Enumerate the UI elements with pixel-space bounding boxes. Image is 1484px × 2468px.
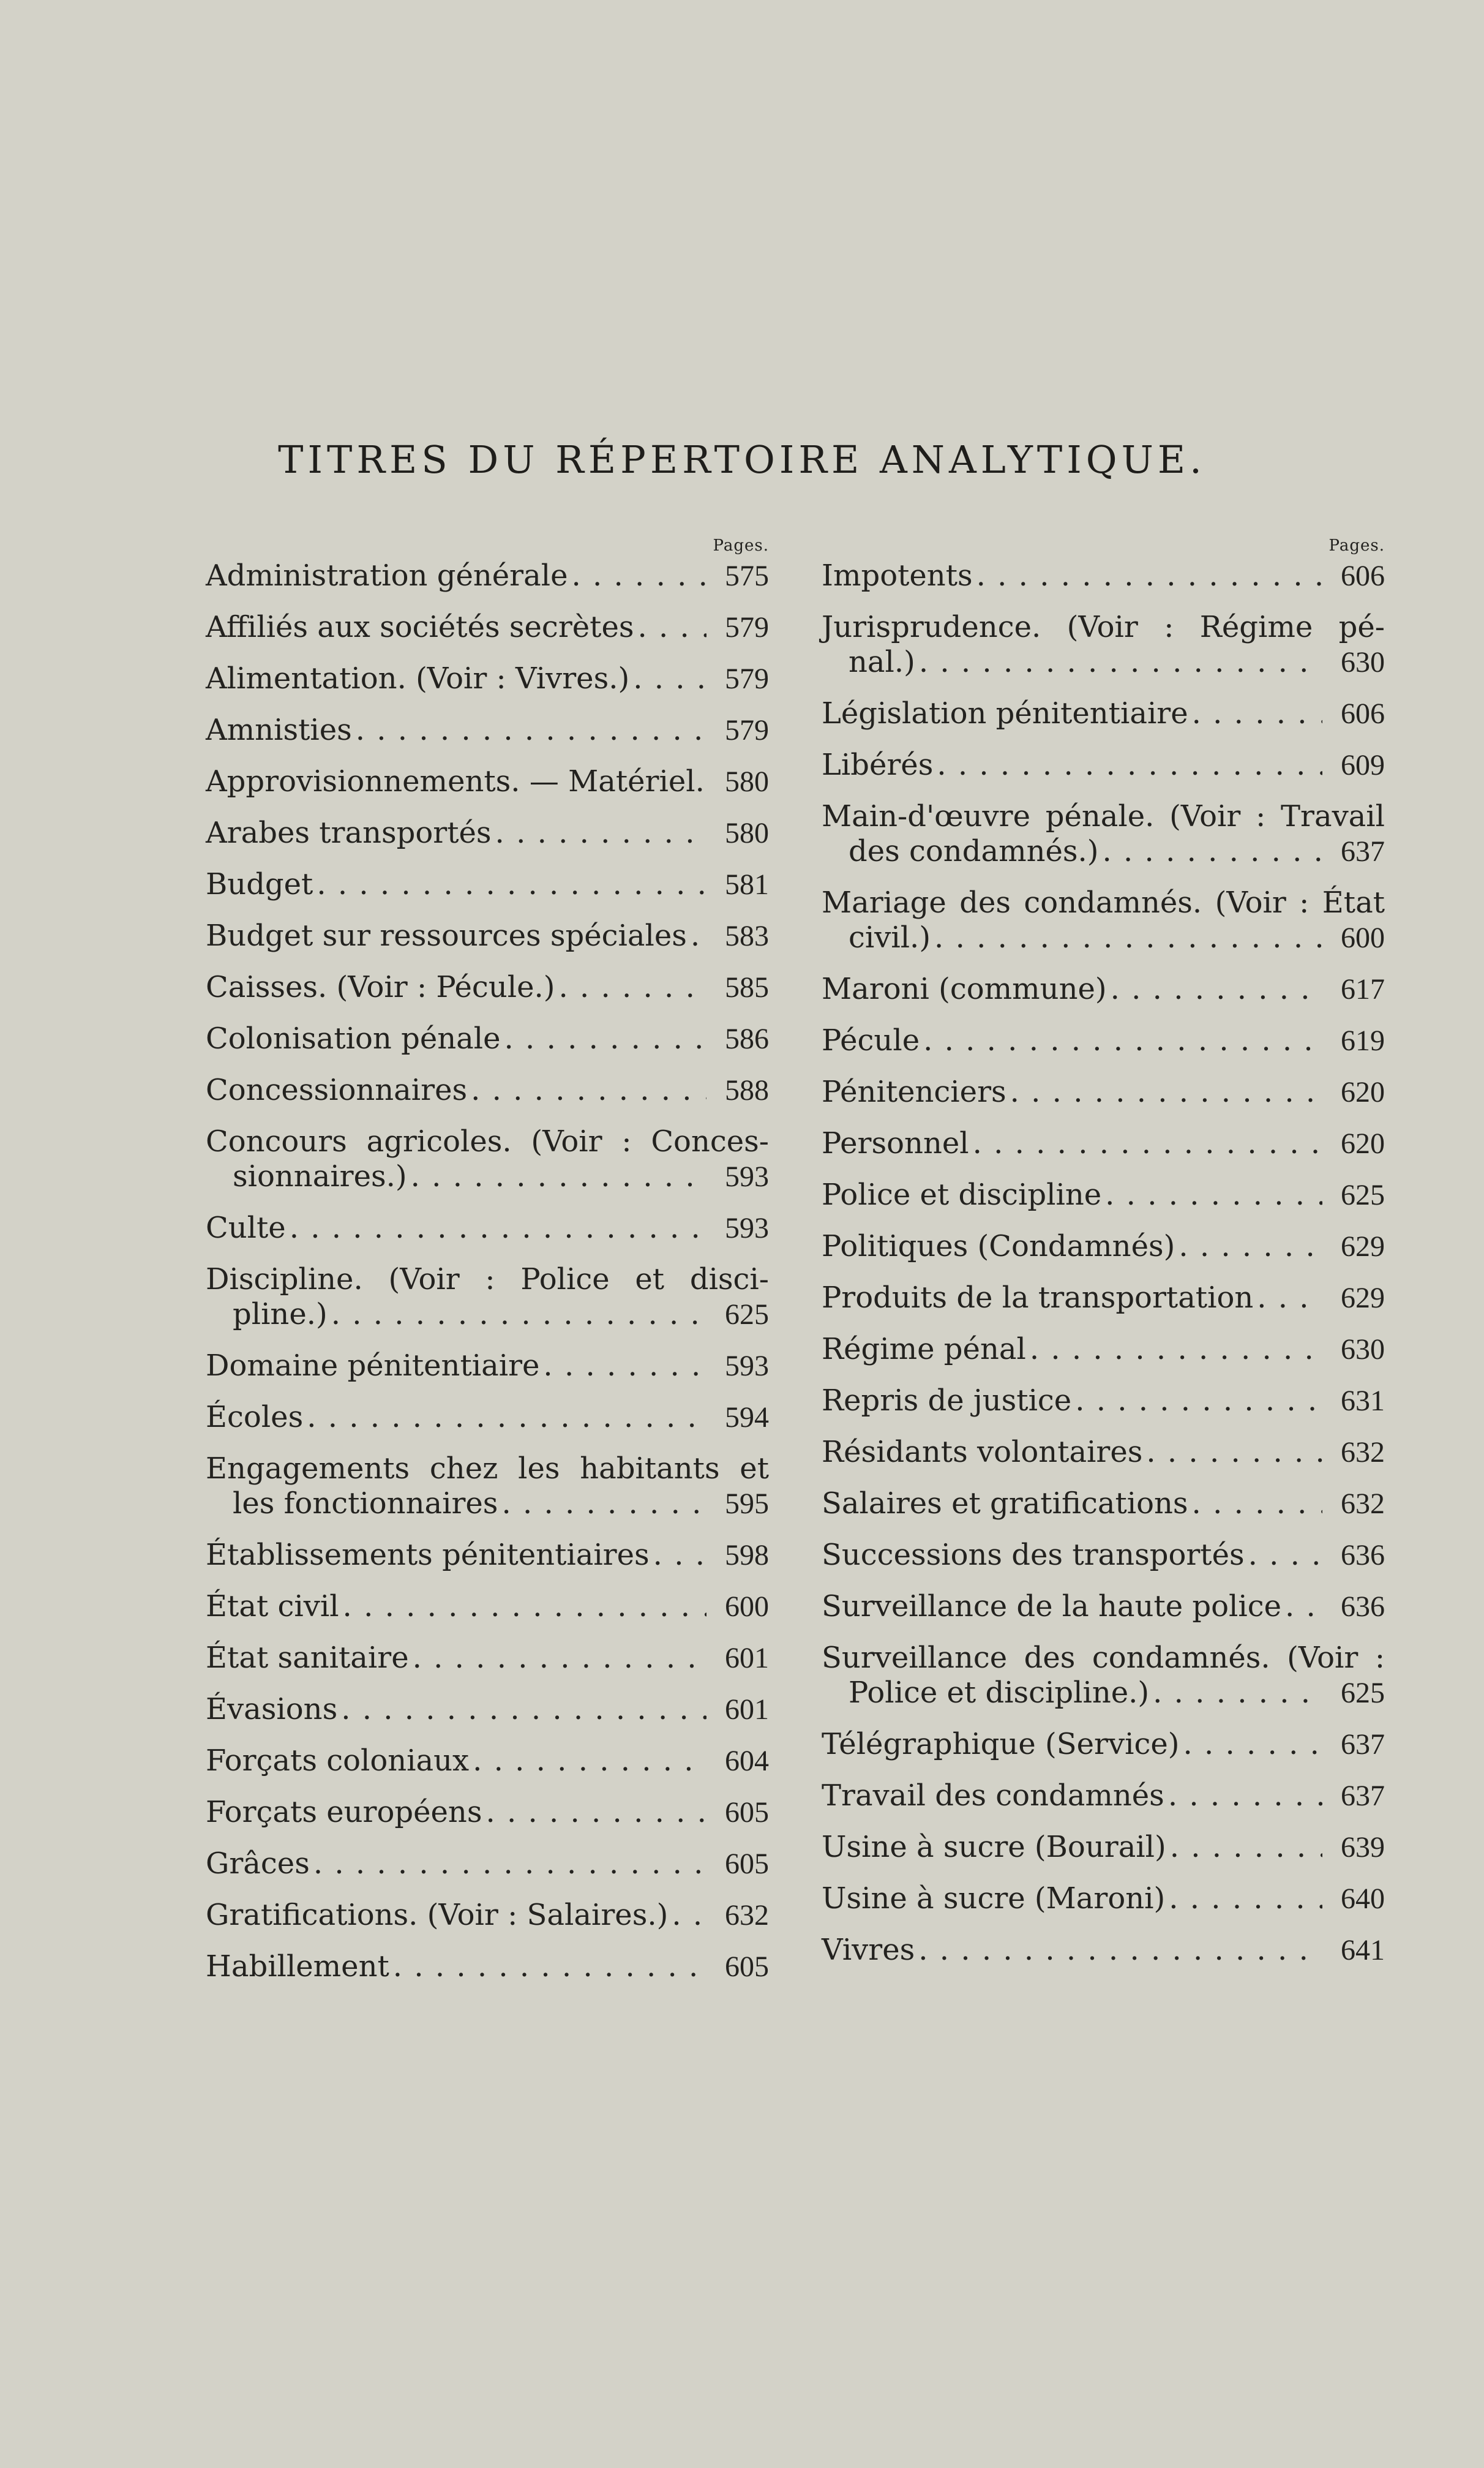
dot-leader: [919, 645, 1322, 680]
entry-page-number: 593: [725, 1212, 769, 1244]
entry-title: Libérés: [822, 748, 934, 782]
entry-title: Colonisation pénale: [206, 1021, 501, 1056]
entry-page-number: 605: [725, 1796, 769, 1829]
index-entry: [206, 1021, 769, 1056]
entry-title: Alimentation. (Voir : Vivres.): [206, 661, 630, 696]
entry-title-line: Discipline. (Voir : Police et disci-: [206, 1262, 769, 1296]
dot-leader: [393, 1949, 706, 1984]
entry-page-number: 583: [725, 920, 769, 952]
dot-leader: [413, 1641, 706, 1676]
entry-title: Établissements pénitentiaires: [206, 1538, 650, 1572]
entry-title: Politiques (Condamnés): [822, 1229, 1175, 1263]
entry-title: Caisses. (Voir : Pécule.): [206, 970, 555, 1004]
index-entry: [822, 1229, 1385, 1264]
entry-page-number: 595: [725, 1488, 769, 1520]
index-entry: [206, 816, 769, 851]
index-entry: [822, 1435, 1385, 1470]
dot-leader: [1075, 1383, 1322, 1418]
dot-leader: [473, 1744, 706, 1778]
entry-page-number: 620: [1341, 1127, 1385, 1160]
entry-page-number: 619: [1341, 1025, 1385, 1057]
entry-title: Budget: [206, 867, 313, 901]
entry-title: sionnaires.): [233, 1159, 407, 1194]
dot-leader: [1257, 1281, 1322, 1315]
entry-page-number: 606: [1341, 560, 1385, 592]
dot-leader: [495, 816, 706, 851]
entry-title-line: Surveillance des condamnés. (Voir :: [822, 1641, 1385, 1675]
entry-title: civil.): [849, 920, 931, 955]
index-entry: [206, 1538, 769, 1573]
entry-title-line: Main-d'œuvre pénale. (Voir : Travail: [822, 799, 1385, 833]
index-entry: [206, 1641, 769, 1676]
entry-title: Impotents: [822, 559, 973, 593]
entry-page-number: 632: [1341, 1488, 1385, 1520]
entry-page-number: 625: [1341, 1179, 1385, 1211]
index-entry: [206, 1949, 769, 1984]
entry-title: Concessionnaires: [206, 1073, 468, 1107]
entry-page-number: 639: [1341, 1831, 1385, 1864]
dot-leader: [918, 1933, 1322, 1968]
index-entry: [822, 1933, 1385, 1968]
entry-title: les fonctionnaires: [233, 1486, 498, 1521]
index-entry: [822, 1881, 1385, 1916]
entry-page-number: 598: [725, 1539, 769, 1571]
index-entry: [822, 1075, 1385, 1110]
dot-leader: [504, 1021, 706, 1056]
entry-title: Successions des transportés: [822, 1538, 1245, 1572]
entry-page-number: 625: [1341, 1677, 1385, 1709]
entry-title: Police et discipline: [822, 1178, 1102, 1212]
entry-page-number: 593: [725, 1350, 769, 1382]
index-entry: [206, 1744, 769, 1778]
entry-page-number: 575: [725, 560, 769, 592]
dot-leader: [356, 713, 706, 748]
dot-leader: [1010, 1075, 1322, 1110]
dot-leader: [343, 1589, 706, 1624]
entry-page-number: 594: [725, 1401, 769, 1434]
entry-title: Affiliés aux sociétés secrètes: [206, 610, 634, 644]
entry-list: [822, 559, 1385, 1968]
entry-title: Habillement: [206, 1949, 389, 1984]
index-entry: [822, 559, 1385, 593]
index-entry: [822, 1023, 1385, 1058]
entry-page-number: 632: [725, 1899, 769, 1932]
dot-leader: [501, 1486, 706, 1521]
index-entry: [206, 610, 769, 645]
dot-leader: [558, 970, 706, 1005]
entry-title: Arabes transportés: [206, 816, 492, 850]
entry-page-number: 629: [1341, 1282, 1385, 1314]
dot-leader: [1285, 1589, 1322, 1624]
entry-title: Approvisionnements. — Matériel.: [206, 764, 705, 799]
entry-page-number: 588: [725, 1074, 769, 1107]
entry-title: Maroni (commune): [822, 972, 1107, 1006]
pages-header: Pages.: [1328, 536, 1385, 555]
entry-page-number: 630: [1341, 646, 1385, 679]
index-entry: [822, 1538, 1385, 1573]
dot-leader: [1248, 1538, 1322, 1573]
entry-page-number: 579: [725, 611, 769, 644]
index-entry: [822, 748, 1385, 783]
index-entry: [206, 867, 769, 902]
index-entry: [206, 1846, 769, 1881]
entry-list: [206, 559, 769, 1984]
entry-title: Forçats coloniaux: [206, 1744, 470, 1778]
dot-leader: [1183, 1727, 1322, 1762]
dot-leader: [331, 1297, 706, 1332]
index-entry: [206, 1451, 769, 1521]
dot-leader: [638, 610, 707, 645]
index-entry: [206, 1589, 769, 1624]
entry-title: Salaires et gratifications: [822, 1486, 1188, 1521]
index-entry: [822, 1778, 1385, 1813]
index-entry: [822, 610, 1385, 680]
entry-page-number: 629: [1341, 1230, 1385, 1263]
index-entry: [822, 1727, 1385, 1762]
entry-page-number: 605: [725, 1951, 769, 1983]
index-entry: [822, 1486, 1385, 1521]
entry-title: État civil: [206, 1589, 339, 1623]
index-entry: [822, 1383, 1385, 1418]
entry-page-number: 617: [1341, 973, 1385, 1006]
index-entry: [206, 1795, 769, 1830]
dot-leader: [672, 1898, 706, 1933]
dot-leader: [1030, 1332, 1322, 1367]
entry-title: Budget sur ressources spéciales: [206, 919, 687, 953]
dot-leader: [341, 1692, 706, 1727]
index-entry: [206, 764, 769, 799]
entry-page-number: 631: [1341, 1385, 1385, 1417]
index-entry: [822, 1830, 1385, 1865]
entry-title: Résidants volontaires: [822, 1435, 1143, 1469]
dot-leader: [1105, 1178, 1322, 1213]
index-entry: [206, 661, 769, 696]
entry-page-number: 637: [1341, 1780, 1385, 1812]
entry-page-number: 581: [725, 868, 769, 901]
dot-leader: [691, 919, 706, 954]
index-entry: [822, 799, 1385, 869]
dot-leader: [633, 661, 706, 696]
entry-title: Usine à sucre (Bourail): [822, 1830, 1166, 1864]
entry-page-number: 630: [1341, 1333, 1385, 1366]
dot-leader: [973, 1126, 1322, 1161]
index-entry: [822, 1589, 1385, 1624]
dot-leader: [1111, 972, 1322, 1007]
entry-title-line: Engagements chez les habitants et: [206, 1451, 769, 1486]
dot-leader: [976, 559, 1322, 593]
dot-leader: [290, 1211, 706, 1246]
dot-leader: [1192, 696, 1322, 731]
entry-title: Écoles: [206, 1400, 304, 1434]
entry-page-number: 579: [725, 663, 769, 695]
entry-page-number: 579: [725, 714, 769, 747]
entry-page-number: 604: [725, 1745, 769, 1777]
entry-title: Domaine pénitentiaire: [206, 1349, 540, 1383]
entry-title: Culte: [206, 1211, 286, 1245]
index-entry: [822, 696, 1385, 731]
entry-title: Surveillance de la haute police: [822, 1589, 1282, 1623]
entry-title: Télégraphique (Service): [822, 1727, 1180, 1761]
entry-title: Pénitenciers: [822, 1075, 1006, 1109]
entry-title: Repris de justice: [822, 1383, 1072, 1418]
index-entry: [822, 1641, 1385, 1710]
entry-title: Personnel: [822, 1126, 969, 1161]
entry-title: Produits de la transportation: [822, 1281, 1254, 1315]
entry-title: Administration générale: [206, 559, 568, 593]
entry-page-number: 632: [1341, 1436, 1385, 1469]
entry-page-number: 625: [725, 1298, 769, 1331]
entry-page-number: 601: [725, 1693, 769, 1726]
index-entry: [206, 1692, 769, 1727]
index-entry: [206, 970, 769, 1005]
dot-leader: [485, 1795, 706, 1830]
index-entry: [822, 886, 1385, 955]
entry-title: Travail des condamnés: [822, 1778, 1164, 1813]
entry-title: Grâces: [206, 1846, 310, 1881]
entry-title: Pécule: [822, 1023, 920, 1058]
entry-page-number: 637: [1341, 1728, 1385, 1761]
entry-page-number: 586: [725, 1023, 769, 1055]
index-column-right: [822, 533, 1385, 1984]
pages-header: Pages.: [713, 536, 769, 555]
entry-title: Évasions: [206, 1692, 338, 1726]
dot-leader: [317, 867, 706, 902]
entry-title: Police et discipline.): [849, 1676, 1150, 1710]
index-entry: [206, 1349, 769, 1383]
entry-page-number: 580: [725, 766, 769, 798]
dot-leader: [653, 1538, 706, 1573]
dot-leader: [1146, 1435, 1322, 1470]
entry-page-number: 600: [1341, 922, 1385, 954]
index-entry: [822, 1126, 1385, 1161]
entry-page-number: 636: [1341, 1539, 1385, 1571]
index-entry: [206, 559, 769, 593]
entry-title: Forçats européens: [206, 1795, 482, 1829]
dot-leader: [572, 559, 707, 593]
dot-leader: [1168, 1778, 1322, 1813]
dot-leader: [313, 1846, 706, 1881]
entry-page-number: 620: [1341, 1076, 1385, 1108]
entry-title: pline.): [233, 1297, 328, 1331]
index-entry: [206, 1124, 769, 1194]
entry-page-number: 605: [725, 1848, 769, 1880]
entry-page-number: 637: [1341, 835, 1385, 868]
dot-leader: [1169, 1881, 1322, 1916]
entry-title: Législation pénitentiaire: [822, 696, 1188, 731]
entry-page-number: 600: [725, 1590, 769, 1623]
index-entry: [206, 1073, 769, 1108]
dot-leader: [1179, 1229, 1322, 1264]
entry-title-line: Jurisprudence. (Voir : Régime pé-: [822, 610, 1385, 644]
entry-title: Gratifications. (Voir : Salaires.): [206, 1898, 669, 1932]
index-entry: [206, 713, 769, 748]
entry-title: nal.): [849, 645, 915, 679]
dot-leader: [1103, 834, 1322, 869]
page-title: TITRES DU RÉPERTOIRE ANALYTIQUE.: [278, 437, 1206, 482]
entry-title: des condamnés.): [849, 834, 1099, 868]
index-entry: [206, 1898, 769, 1933]
entry-title: Amnisties: [206, 713, 352, 747]
index-entry: [206, 1400, 769, 1435]
dot-leader: [543, 1349, 706, 1383]
dot-leader: [471, 1073, 706, 1108]
dot-leader: [1170, 1830, 1322, 1865]
entry-title: Usine à sucre (Maroni): [822, 1881, 1166, 1916]
index-entry: [206, 1211, 769, 1246]
entry-title: Régime pénal: [822, 1332, 1026, 1366]
dot-leader: [1153, 1676, 1322, 1710]
entry-page-number: 641: [1341, 1934, 1385, 1966]
entry-title: Vivres: [822, 1933, 915, 1967]
entry-page-number: 593: [725, 1161, 769, 1193]
dot-leader: [1192, 1486, 1322, 1521]
entry-page-number: 640: [1341, 1883, 1385, 1915]
entry-title-line: Mariage des condamnés. (Voir : État: [822, 886, 1385, 920]
entry-page-number: 580: [725, 817, 769, 849]
entry-page-number: 609: [1341, 749, 1385, 781]
index-entry: [206, 919, 769, 954]
entry-page-number: 606: [1341, 698, 1385, 730]
entry-page-number: 585: [725, 971, 769, 1004]
dot-leader: [307, 1400, 706, 1435]
dot-leader: [934, 920, 1322, 955]
index-column-left: [206, 533, 769, 2001]
dot-leader: [923, 1023, 1322, 1058]
index-entry: [822, 1178, 1385, 1213]
index-entry: [822, 1281, 1385, 1315]
dot-leader: [937, 748, 1322, 783]
entry-page-number: 601: [725, 1642, 769, 1674]
index-entry: [822, 972, 1385, 1007]
entry-title: État sanitaire: [206, 1641, 409, 1675]
entry-page-number: 636: [1341, 1590, 1385, 1623]
entry-title-line: Concours agricoles. (Voir : Conces-: [206, 1124, 769, 1159]
index-entry: [206, 1262, 769, 1332]
dot-leader: [411, 1159, 706, 1194]
index-entry: [822, 1332, 1385, 1367]
